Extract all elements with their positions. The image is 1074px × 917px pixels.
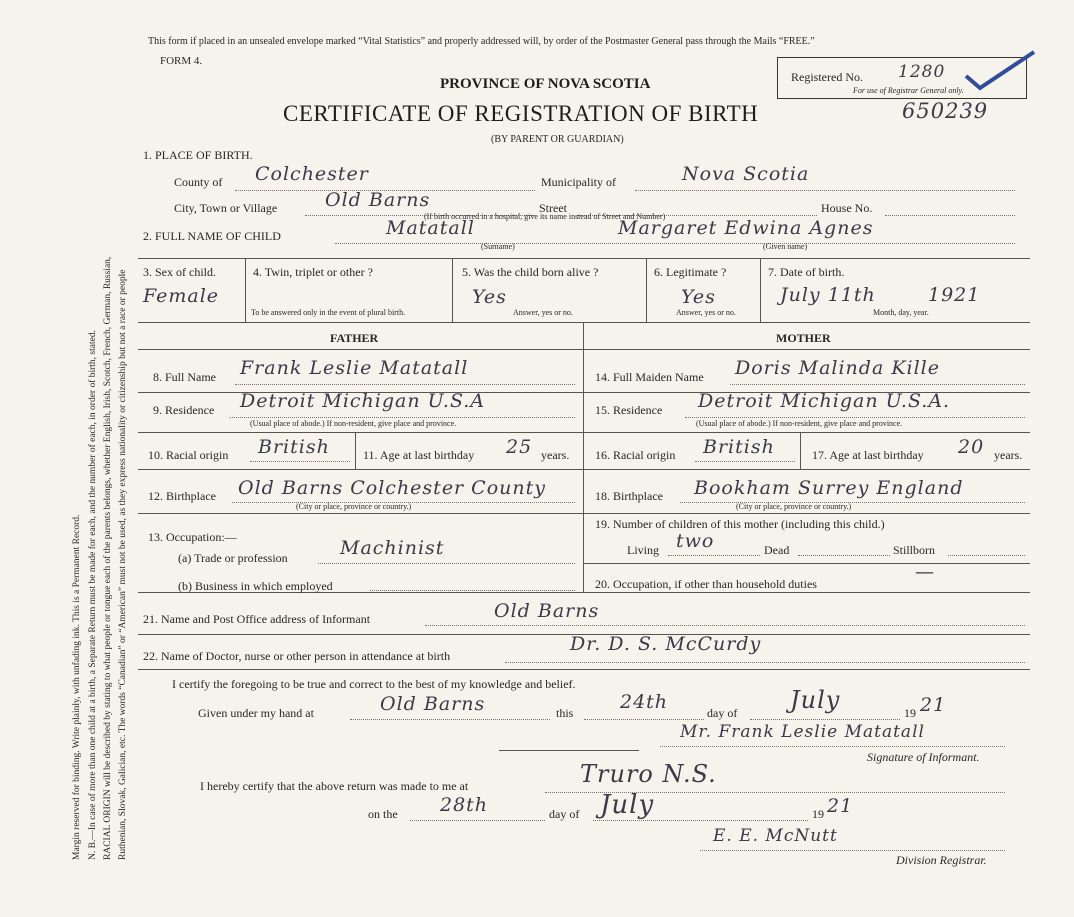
alive-note: Answer, yes or no.	[513, 308, 573, 317]
surname-note: (Surname)	[481, 242, 515, 251]
mother-residence-note: (Usual place of abode.) If non-resident, give place and province.	[696, 419, 903, 428]
registered-number: 1280	[898, 62, 946, 82]
given-place: Old Barns	[380, 693, 486, 715]
doctor-value: Dr. D. S. McCurdy	[570, 633, 762, 655]
mother-children-label: 19. Number of children of this mother (including this child.)	[595, 517, 885, 531]
municipality-label: Municipality of	[541, 175, 616, 189]
mother-age-label: 17. Age at last birthday	[812, 448, 924, 462]
registration-year: 21	[827, 795, 854, 817]
place-heading: 1. PLACE OF BIRTH.	[143, 148, 253, 162]
check-mark-icon	[960, 46, 1040, 96]
page-title: CERTIFICATE OF REGISTRATION OF BIRTH	[283, 101, 759, 126]
given-note: (Given name)	[763, 242, 808, 251]
father-birthplace-label: 12. Birthplace	[148, 489, 216, 503]
registration-day: 28th	[440, 794, 489, 816]
father-residence: Detroit Michigan U.S.A	[240, 390, 486, 412]
mother-name-label: 14. Full Maiden Name	[595, 370, 704, 384]
street-label: Street	[539, 201, 567, 215]
dob-note: Month, day, year.	[873, 308, 929, 317]
house-label: House No.	[821, 201, 873, 215]
mother-birthplace: Bookham Surrey England	[694, 477, 964, 499]
registrar-title: Division Registrar.	[896, 853, 987, 867]
given-day: 24th	[620, 691, 669, 713]
informant-signature: Mr. Frank Leslie Matatall	[680, 722, 925, 742]
city-value: Old Barns	[325, 189, 431, 211]
sex-label: 3. Sex of child.	[143, 265, 216, 279]
stamp-number: 650239	[902, 99, 989, 123]
mother-birthplace-note: (City or place, province or country.)	[736, 502, 852, 511]
father-residence-note: (Usual place of abode.) If non-resident, give place and province.	[250, 419, 457, 428]
mother-name: Doris Malinda Kille	[735, 357, 940, 379]
mother-residence-label: 15. Residence	[595, 403, 663, 417]
hospital-note: (If birth occurred in a hospital, give its name instead of Street and Number)	[424, 212, 666, 221]
father-age-label: 11. Age at last birthday	[363, 448, 475, 462]
mother-occupation-label: 20. Occupation, if other than household duties	[595, 577, 817, 591]
legitimate-label: 6. Legitimate ?	[654, 265, 727, 279]
mother-occupation: —	[915, 561, 935, 583]
father-birthplace-note: (City or place, province or country.)	[296, 502, 412, 511]
margin-racial-note: RACIAL ORIGIN will be described by stating to what people or tongue each of the parents belongs, whether English, Irish, Scotch, French, German, Russian,	[103, 256, 113, 860]
father-name: Frank Leslie Matatall	[240, 357, 469, 379]
living-label: Living	[627, 543, 659, 557]
given-under-label: Given under my hand at	[198, 706, 314, 720]
twin-note: To be answered only in the event of plural birth.	[251, 308, 406, 317]
father-name-label: 8. Full Name	[153, 370, 216, 384]
father-race: British	[258, 436, 330, 458]
father-business-label: (b) Business in which employed	[178, 579, 333, 593]
registrar-note: For use of Registrar General only.	[853, 86, 964, 95]
legitimate-note: Answer, yes or no.	[676, 308, 736, 317]
registrar-signature: E. E. McNutt	[713, 826, 838, 846]
mother-age: 20	[958, 436, 985, 458]
this-label: this	[556, 706, 574, 720]
certify-text: I certify the foregoing to be true and correct to the best of my knowledge and belief.	[172, 677, 576, 691]
given-year: 21	[920, 694, 947, 716]
mother-heading: MOTHER	[776, 331, 831, 345]
on-the-label: on the	[368, 807, 398, 821]
child-given-name: Margaret Edwina Agnes	[618, 217, 874, 239]
signature-label: Signature of Informant.	[867, 750, 980, 764]
dob-label: 7. Date of birth.	[768, 265, 845, 279]
margin-nb-note: N. B.—In case of more than one child at a birth, a Separate Return must be made for each, and the number of each, in order of birth, stated.	[88, 330, 98, 860]
dead-label: Dead	[764, 543, 790, 557]
subtitle: (BY PARENT OR GUARDIAN)	[491, 134, 624, 145]
living-value: two	[676, 530, 715, 552]
informant-value: Old Barns	[494, 600, 600, 622]
county-label: County of	[174, 175, 223, 189]
father-birthplace: Old Barns Colchester County	[238, 477, 547, 499]
year-prefix: 19	[904, 706, 916, 720]
father-race-label: 10. Racial origin	[148, 448, 229, 462]
margin-binding-note: Margin reserved for binding. Write plainly, with unfading ink. This is a Permanent Record.	[72, 514, 82, 860]
reg-year-prefix: 19	[812, 807, 824, 821]
reg-day-of-label: day of	[549, 807, 580, 821]
father-heading: FATHER	[330, 331, 379, 345]
alive-value: Yes	[472, 286, 507, 308]
father-years: years.	[541, 448, 570, 462]
county-value: Colchester	[255, 163, 369, 185]
dob-year: 1921	[928, 284, 981, 306]
registrar-place: Truro N.S.	[580, 760, 717, 788]
mother-birthplace-label: 18. Birthplace	[595, 489, 663, 503]
father-occupation-label: 13. Occupation:—	[148, 530, 237, 544]
form-number: FORM 4.	[160, 55, 203, 67]
legitimate-value: Yes	[681, 286, 716, 308]
dob-month-day: July 11th	[780, 284, 876, 306]
mother-residence: Detroit Michigan U.S.A.	[698, 390, 951, 412]
father-age: 25	[506, 436, 533, 458]
stillborn-label: Stillborn	[893, 543, 936, 557]
margin-racial-note-2: Ruthenian, Slovak, Galician, etc. The words “Canadian” or “American” must not be used, as they express nationality or citizenship but not a race or people	[118, 269, 128, 860]
father-trade-label: (a) Trade or profession	[178, 551, 288, 565]
informant-label: 21. Name and Post Office address of Informant	[143, 612, 371, 626]
mail-notice: This form if placed in an unsealed envelope marked “Vital Statistics” and properly addressed will, by order of the Postmaster General pass through the Mails “FREE.”	[148, 36, 815, 47]
alive-label: 5. Was the child born alive ?	[462, 265, 599, 279]
mother-race-label: 16. Racial origin	[595, 448, 676, 462]
doctor-label: 22. Name of Doctor, nurse or other person in attendance at birth	[143, 649, 451, 663]
registration-month: July	[600, 790, 655, 820]
registered-label: Registered No.	[791, 70, 863, 84]
child-name-label: 2. FULL NAME OF CHILD	[143, 229, 281, 243]
province-heading: PROVINCE OF NOVA SCOTIA	[440, 76, 651, 92]
given-month: July	[790, 686, 841, 714]
city-label: City, Town or Village	[174, 201, 278, 215]
municipality-value: Nova Scotia	[682, 163, 810, 185]
registrar-text: I hereby certify that the above return was made to me at	[200, 779, 469, 793]
father-trade: Machinist	[340, 537, 445, 559]
twin-label: 4. Twin, triplet or other ?	[253, 265, 373, 279]
day-of-label: day of	[707, 706, 738, 720]
mother-years: years.	[994, 448, 1023, 462]
sex-value: Female	[143, 285, 220, 307]
child-surname: Matatall	[386, 217, 475, 239]
mother-race: British	[703, 436, 775, 458]
father-residence-label: 9. Residence	[153, 403, 215, 417]
